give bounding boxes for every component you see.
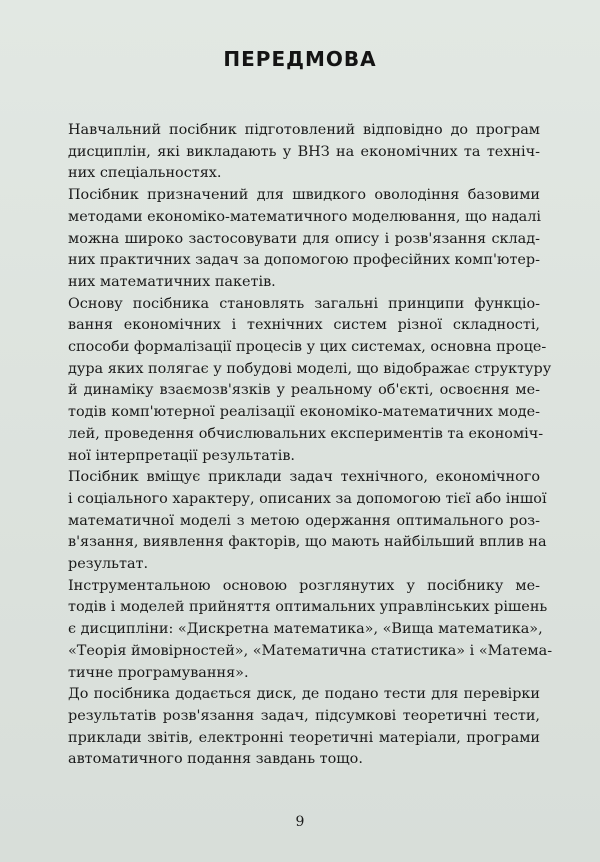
text-line: тодів і моделей прийняття оптимальних управлінських рішень: [68, 599, 548, 616]
text-line: ної інтерпретації результатів.: [68, 447, 296, 464]
text-line: в'язання, виявлення факторів, що мають найбільший вплив на: [68, 534, 547, 551]
page-title: ПЕРЕДМОВА: [223, 47, 377, 72]
text-line: можна широко застосовувати для опису і розв'язання склад-: [68, 230, 540, 247]
text-line: «Теорія ймовірностей», «Математична статистика» і «Матема-: [68, 642, 553, 659]
text-line: лей, проведення обчислювальних експериментів та економіч-: [68, 425, 544, 442]
text-line: способи формалізації процесів у цих системах, основна проце-: [68, 339, 547, 356]
page-number: 9: [295, 814, 305, 830]
text-line: приклади звітів, електронні теоретичні матеріали, програми: [68, 729, 540, 746]
paragraph-2: [38, 185, 540, 294]
text-line: них практичних задач за допомогою професійних комп'ютер-: [68, 252, 540, 269]
text-line: є дисципліни: «Дискретна математика», «Вища математика»,: [68, 621, 543, 638]
text-line: тодів комп'ютерної реалізації економіко-математичних моде-: [68, 404, 540, 421]
paragraph-6: [38, 684, 540, 771]
text-line: Основу посібника становлять загальні принципи функціо-: [68, 295, 540, 312]
paragraph-1: [38, 120, 540, 185]
preface-body: [38, 120, 553, 771]
text-line: них спеціальностях.: [68, 165, 222, 182]
paragraph-4: [38, 467, 547, 576]
text-line: Посібник призначений для швидкого оволодіння базовими: [68, 187, 540, 204]
text-line: й динаміку взаємозв'язків у реальному об'єкті, освоєння ме-: [68, 382, 540, 399]
text-line: результатів розв'язання задач, підсумкові теоретичні тести,: [68, 707, 540, 724]
text-line: і соціального характеру, описаних за допомогою тієї або іншої: [68, 490, 547, 507]
text-line: математичної моделі з метою одержання оптимального роз-: [68, 512, 540, 529]
text-line: Посібник вміщує приклади задач технічного, економічного: [68, 469, 540, 486]
text-line: автоматичного подання завдань тощо.: [68, 751, 363, 768]
text-line: вання економічних і технічних систем різної складності,: [68, 317, 540, 334]
text-line: дура яких полягає у побудові моделі, що відображає структуру: [68, 360, 552, 377]
text-line: них математичних пакетів.: [68, 273, 276, 290]
text-line: результат.: [68, 556, 149, 573]
paragraph-3: [38, 294, 552, 468]
text-line: дисциплін, які викладають у ВНЗ на економічних та техніч-: [68, 143, 540, 160]
text-line: До посібника додається диск, де подано тести для перевірки: [68, 686, 540, 703]
text-line: Навчальний посібник підготовлений відповідно до програм: [68, 122, 540, 138]
paragraph-5: [38, 576, 553, 685]
text-line: тичне програмування».: [68, 664, 249, 681]
text-line: методами економіко-математичного моделювання, що надалі: [68, 208, 541, 225]
text-line: Інструментальною основою розглянутих у посібнику ме-: [68, 577, 540, 594]
